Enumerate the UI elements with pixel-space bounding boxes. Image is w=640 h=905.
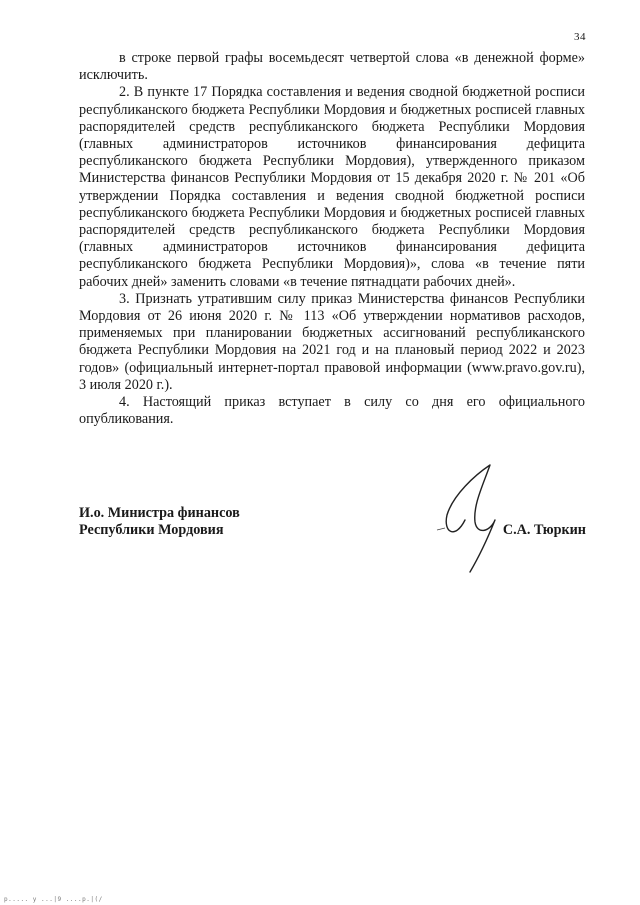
- footer-scan-mark: p..... y ...|9 ....p.|(/: [4, 896, 103, 903]
- signatory-title-line-1: И.о. Министра финансов: [79, 505, 240, 521]
- paragraph-item-4: 4. Настоящий приказ вступает в силу со дня его официального опубликования.: [79, 394, 585, 428]
- page-number: 34: [574, 31, 586, 43]
- document-body: [79, 50, 585, 428]
- signatory-title: [79, 505, 240, 539]
- signatory-title-line-2: Республики Мордовия: [79, 522, 224, 539]
- paragraph-item-2: 2. В пункте 17 Порядка составления и ведения сводной бюджетной росписи республиканского бюджета Республики Мордовия и бюджетных росписей главных распорядителей средств республиканского бюджета Республики Мордовия (главных администраторов источников финансирования дефицита республиканского бюджета Республики Мордовия), утвержденного приказом Министерства финансов Республики Мордовия от 15 декабря 2020 г. № 201 «Об утверждении Порядка составления и ведения сводной бюджетной росписи республиканского бюджета Республики Мордовия и бюджетных росписей главных распорядителей средств республиканского бюджета Республики Мордовия (главных администраторов источников финансирования дефицита республиканского бюджета Республики Мордовия)», слова «в течение пяти рабочих дней» заменить словами «в течение пятнадцати рабочих дней».: [79, 84, 585, 290]
- signatory-name: С.А. Тюркин: [502, 522, 586, 538]
- paragraph-continuation: в строке первой графы восемьдесят четвертой слова «в денежной форме» исключить.: [79, 50, 585, 84]
- paragraph-item-3: 3. Признать утратившим силу приказ Министерства финансов Республики Мордовия от 26 июня 2020 г. № 113 «Об утверждении нормативов расходов, применяемых при планировании бюджетных ассигнований республиканского бюджета Республики Мордовия на 2021 год и на плановый период 2022 и 2023 годов» (официальный интернет-портал правовой информации (www.pravo.gov.ru), 3 июля 2020 г.).: [79, 290, 585, 393]
- handwritten-signature: [435, 460, 505, 575]
